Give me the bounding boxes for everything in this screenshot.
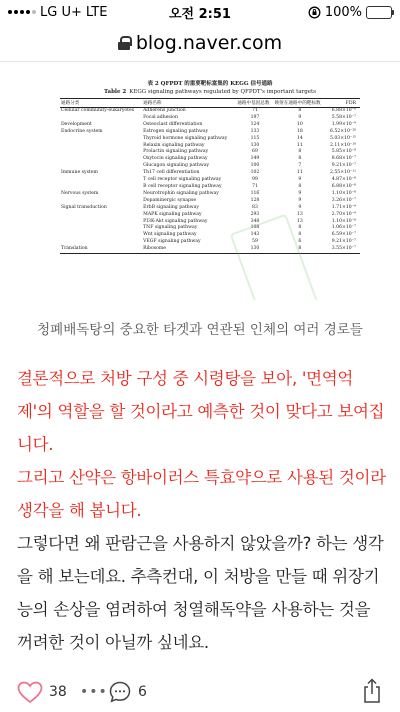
row-pathway: VEGF signaling pathway <box>143 239 201 245</box>
row-fdr: 1.10×10⁻⁸ <box>331 218 356 224</box>
row-gene-total: 69 <box>252 149 258 155</box>
kegg-table <box>60 98 360 254</box>
row-target-count: 8 <box>298 232 302 238</box>
row-category: Cellular community-eukaryotes <box>61 108 135 113</box>
row-pathway: Wnt signaling pathway <box>143 232 197 238</box>
row-category <box>60 232 142 239</box>
row-category <box>60 219 142 226</box>
row-target-count: 9 <box>298 204 302 210</box>
table-row <box>60 191 360 198</box>
row-pathway: Relaxin signaling pathway <box>143 142 205 148</box>
row-target-count: 8 <box>298 156 302 162</box>
row-fdr: 9.21×10⁻⁷ <box>331 163 356 169</box>
row-pathway: Osteoclast differentiation <box>143 121 203 127</box>
row-target-count: 11 <box>296 170 303 176</box>
paragraph-question: 그렇다면 왜 판람근을 사용하지 않았을까? 하는 생각을 해 보는데요. 추측컨대, 이 처방을 만들 때 위장기능의 손상을 염려하여 청열해독약을 사용하는 것을 꺼려한 것이 아닐까 싶네요. <box>17 534 384 652</box>
row-pathway: Th17 cell differentiation <box>143 170 200 176</box>
row-category <box>60 212 142 219</box>
row-fdr: 5.85×10⁻⁸ <box>331 149 356 155</box>
share-icon <box>362 678 382 704</box>
heart-icon <box>17 681 43 704</box>
row-gene-total: 128 <box>250 197 260 203</box>
row-target-count: 14 <box>296 135 303 141</box>
row-category <box>60 156 142 163</box>
battery-percent: 100% <box>324 4 362 20</box>
row-pathway: Thyroid hormone signaling pathway <box>143 135 228 141</box>
row-target-count: 8 <box>298 183 302 189</box>
col-header: 映射在通路中的靶标数 <box>274 99 326 108</box>
row-category <box>60 143 142 150</box>
row-gene-total: 108 <box>250 225 260 231</box>
table-row <box>60 225 360 232</box>
row-target-count: 9 <box>298 177 302 183</box>
row-fdr: 5.58×10⁻⁷ <box>331 114 356 120</box>
col-header: 通路中基因总数 <box>236 99 273 108</box>
row-target-count: 9 <box>298 114 302 120</box>
row-fdr: 3.55×10⁻⁷ <box>326 246 360 253</box>
network-label: LTE <box>85 4 108 20</box>
row-category: Immune system <box>61 170 98 176</box>
share-button[interactable] <box>362 678 382 704</box>
row-fdr: 6.88×10⁻⁸ <box>331 183 356 189</box>
row-gene-total: 83 <box>252 204 258 210</box>
carrier-label: LG U+ <box>40 4 82 20</box>
table-body <box>60 108 360 254</box>
row-fdr: 3.26×10⁻⁷ <box>331 197 356 203</box>
table-row <box>60 212 360 219</box>
table-row <box>60 198 360 205</box>
table-caption-en <box>60 88 360 96</box>
table-row <box>60 129 360 136</box>
url-domain[interactable]: blog.naver.com <box>135 31 283 54</box>
row-gene-total: 149 <box>250 156 260 162</box>
comment-icon <box>108 680 132 704</box>
row-pathway: T cell receptor signaling pathway <box>143 177 222 183</box>
table-row <box>60 239 360 246</box>
table-row <box>60 246 360 253</box>
row-target-count: 8 <box>298 149 302 155</box>
row-pathway: TNF signaling pathway <box>143 225 198 231</box>
col-header: 通路名称 <box>142 99 236 108</box>
row-gene-total: 124 <box>250 121 260 127</box>
row-pathway: Glucagon signaling pathway <box>143 163 210 169</box>
bottom-action-bar <box>0 672 400 712</box>
row-category: Translation <box>60 246 142 253</box>
row-target-count: 9 <box>298 197 302 203</box>
table-row <box>60 163 360 170</box>
table-caption-text: KEGG signaling pathways regulated by QFPDT's important targets <box>129 89 317 95</box>
row-pathway: MAPK signaling pathway <box>143 211 202 217</box>
row-pathway: Focal adhesion <box>143 114 178 120</box>
battery-icon <box>366 6 392 19</box>
row-target-count: 11 <box>296 142 303 148</box>
row-fdr: 2.55×10⁻¹¹ <box>329 170 356 176</box>
row-target-count: 7 <box>298 163 302 169</box>
row-pathway: ErbB signaling pathway <box>143 204 199 210</box>
row-fdr: 6.52×10⁻²⁰ <box>329 128 356 134</box>
row-gene-total: 130 <box>250 142 260 148</box>
comment-count: 6 <box>138 684 147 700</box>
image-caption: 청폐배독탕의 중요한 타겟과 연관된 인체의 여러 경로들 <box>37 322 363 338</box>
table-row <box>60 115 360 122</box>
row-pathway: B cell receptor signaling pathway <box>143 183 222 189</box>
row-gene-total: 130 <box>236 246 273 253</box>
row-target-count: 8 <box>298 225 302 231</box>
row-pathway: Adherens junction <box>143 108 186 113</box>
row-fdr: 9.21×10⁻⁷ <box>331 239 356 245</box>
row-gene-total: 133 <box>250 128 260 134</box>
table-row <box>60 136 360 143</box>
row-fdr: 8.68×10⁻⁷ <box>331 156 356 162</box>
status-time: 오전 2:51 <box>169 6 231 22</box>
row-fdr: 5.03×10⁻¹⁵ <box>329 135 356 141</box>
row-category <box>60 136 142 143</box>
table-caption-cn: 表 2 QFPDT 的重要靶标富集的 KEGG 信号通路 <box>147 81 273 87</box>
row-fdr: 1.99×10⁻⁹ <box>331 121 356 127</box>
row-gene-total: 99 <box>252 177 258 183</box>
lock-icon <box>118 36 130 50</box>
row-category <box>60 177 142 184</box>
row-gene-total: 115 <box>250 135 260 141</box>
row-fdr: 1.71×10⁻⁹ <box>331 204 356 210</box>
table-row <box>60 177 360 184</box>
table-caption-label: Table 2 <box>103 89 127 95</box>
col-header: FDR <box>326 99 360 108</box>
table-row <box>60 108 360 115</box>
row-category: Development <box>61 121 92 127</box>
row-target-count: 10 <box>296 121 303 127</box>
row-gene-total: 197 <box>250 114 260 120</box>
row-fdr: 2.70×10⁻⁹ <box>331 211 356 217</box>
row-gene-total: 71 <box>252 183 258 189</box>
table-row <box>60 143 360 150</box>
table-row <box>60 149 360 156</box>
col-header: 通路分类 <box>60 99 142 108</box>
row-gene-total: 100 <box>250 163 260 169</box>
row-fdr: 4.87×10⁻⁸ <box>331 177 356 183</box>
rotation-lock-icon <box>308 6 321 19</box>
more-icon[interactable]: ••• <box>80 684 108 700</box>
row-category: Endocrine system <box>61 128 103 134</box>
row-pathway: Dopaminergic synapse <box>143 197 197 203</box>
row-target-count: 13 <box>296 211 303 217</box>
row-category: Nervous system <box>61 190 99 196</box>
table-header-row <box>60 99 360 108</box>
row-gene-total: 143 <box>250 232 260 238</box>
table-row <box>60 219 360 226</box>
status-bar <box>0 0 400 24</box>
paper-table-image[interactable] <box>60 80 360 300</box>
row-fdr: 2.11×10⁻¹⁰ <box>329 142 356 148</box>
row-fdr: 6.59×10⁻⁷ <box>331 232 356 238</box>
table-row <box>60 184 360 191</box>
row-pathway: Oxytocin signaling pathway <box>143 156 208 162</box>
row-fdr: 1.06×10⁻⁷ <box>331 225 356 231</box>
row-category <box>60 198 142 205</box>
comment-button[interactable] <box>108 680 147 704</box>
row-target-count: 6 <box>298 239 302 245</box>
row-target-count: 8 <box>274 246 326 253</box>
table-row <box>60 122 360 129</box>
row-target-count: 13 <box>296 218 303 224</box>
row-target-count: 8 <box>298 108 302 113</box>
like-button[interactable] <box>17 681 67 704</box>
table-row <box>60 205 360 212</box>
row-category <box>60 149 142 156</box>
row-pathway: Prolactin signaling pathway <box>143 149 209 155</box>
row-pathway: PI3K-Akt signaling pathway <box>143 218 208 224</box>
row-gene-total: 348 <box>250 218 260 224</box>
row-fdr: 6.88×10⁻⁸ <box>331 108 356 113</box>
row-gene-total: 71 <box>252 108 258 113</box>
row-gene-total: 293 <box>250 211 260 217</box>
row-category <box>60 184 142 191</box>
row-fdr: 1.10×10⁻⁸ <box>331 190 356 196</box>
url-bar[interactable] <box>0 24 400 62</box>
row-category: Signal transduction <box>61 204 107 210</box>
row-target-count: 9 <box>298 190 302 196</box>
status-right <box>308 5 392 20</box>
like-count: 38 <box>49 684 67 700</box>
row-pathway: Estrogen signaling pathway <box>143 128 209 134</box>
row-pathway: Neurotrophin signaling pathway <box>143 190 219 196</box>
row-gene-total: 102 <box>250 170 260 176</box>
paragraph-conclusion: 결론적으로 처방 구성 중 시령탕을 보아, '면역억제'의 역할을 할 것이라고 예측한 것이 맞다고 보여집니다. <box>17 369 385 454</box>
table-row <box>60 156 360 163</box>
row-pathway: Ribosome <box>142 246 236 253</box>
row-category <box>60 225 142 232</box>
row-gene-total: 59 <box>252 239 258 245</box>
row-target-count: 18 <box>296 128 303 134</box>
row-gene-total: 116 <box>250 190 260 196</box>
paragraph-sanyak: 그리고 산약은 항바이러스 특효약으로 사용된 것이라 생각을 해 봅니다. <box>17 468 386 520</box>
table-row <box>60 232 360 239</box>
row-category <box>60 115 142 122</box>
